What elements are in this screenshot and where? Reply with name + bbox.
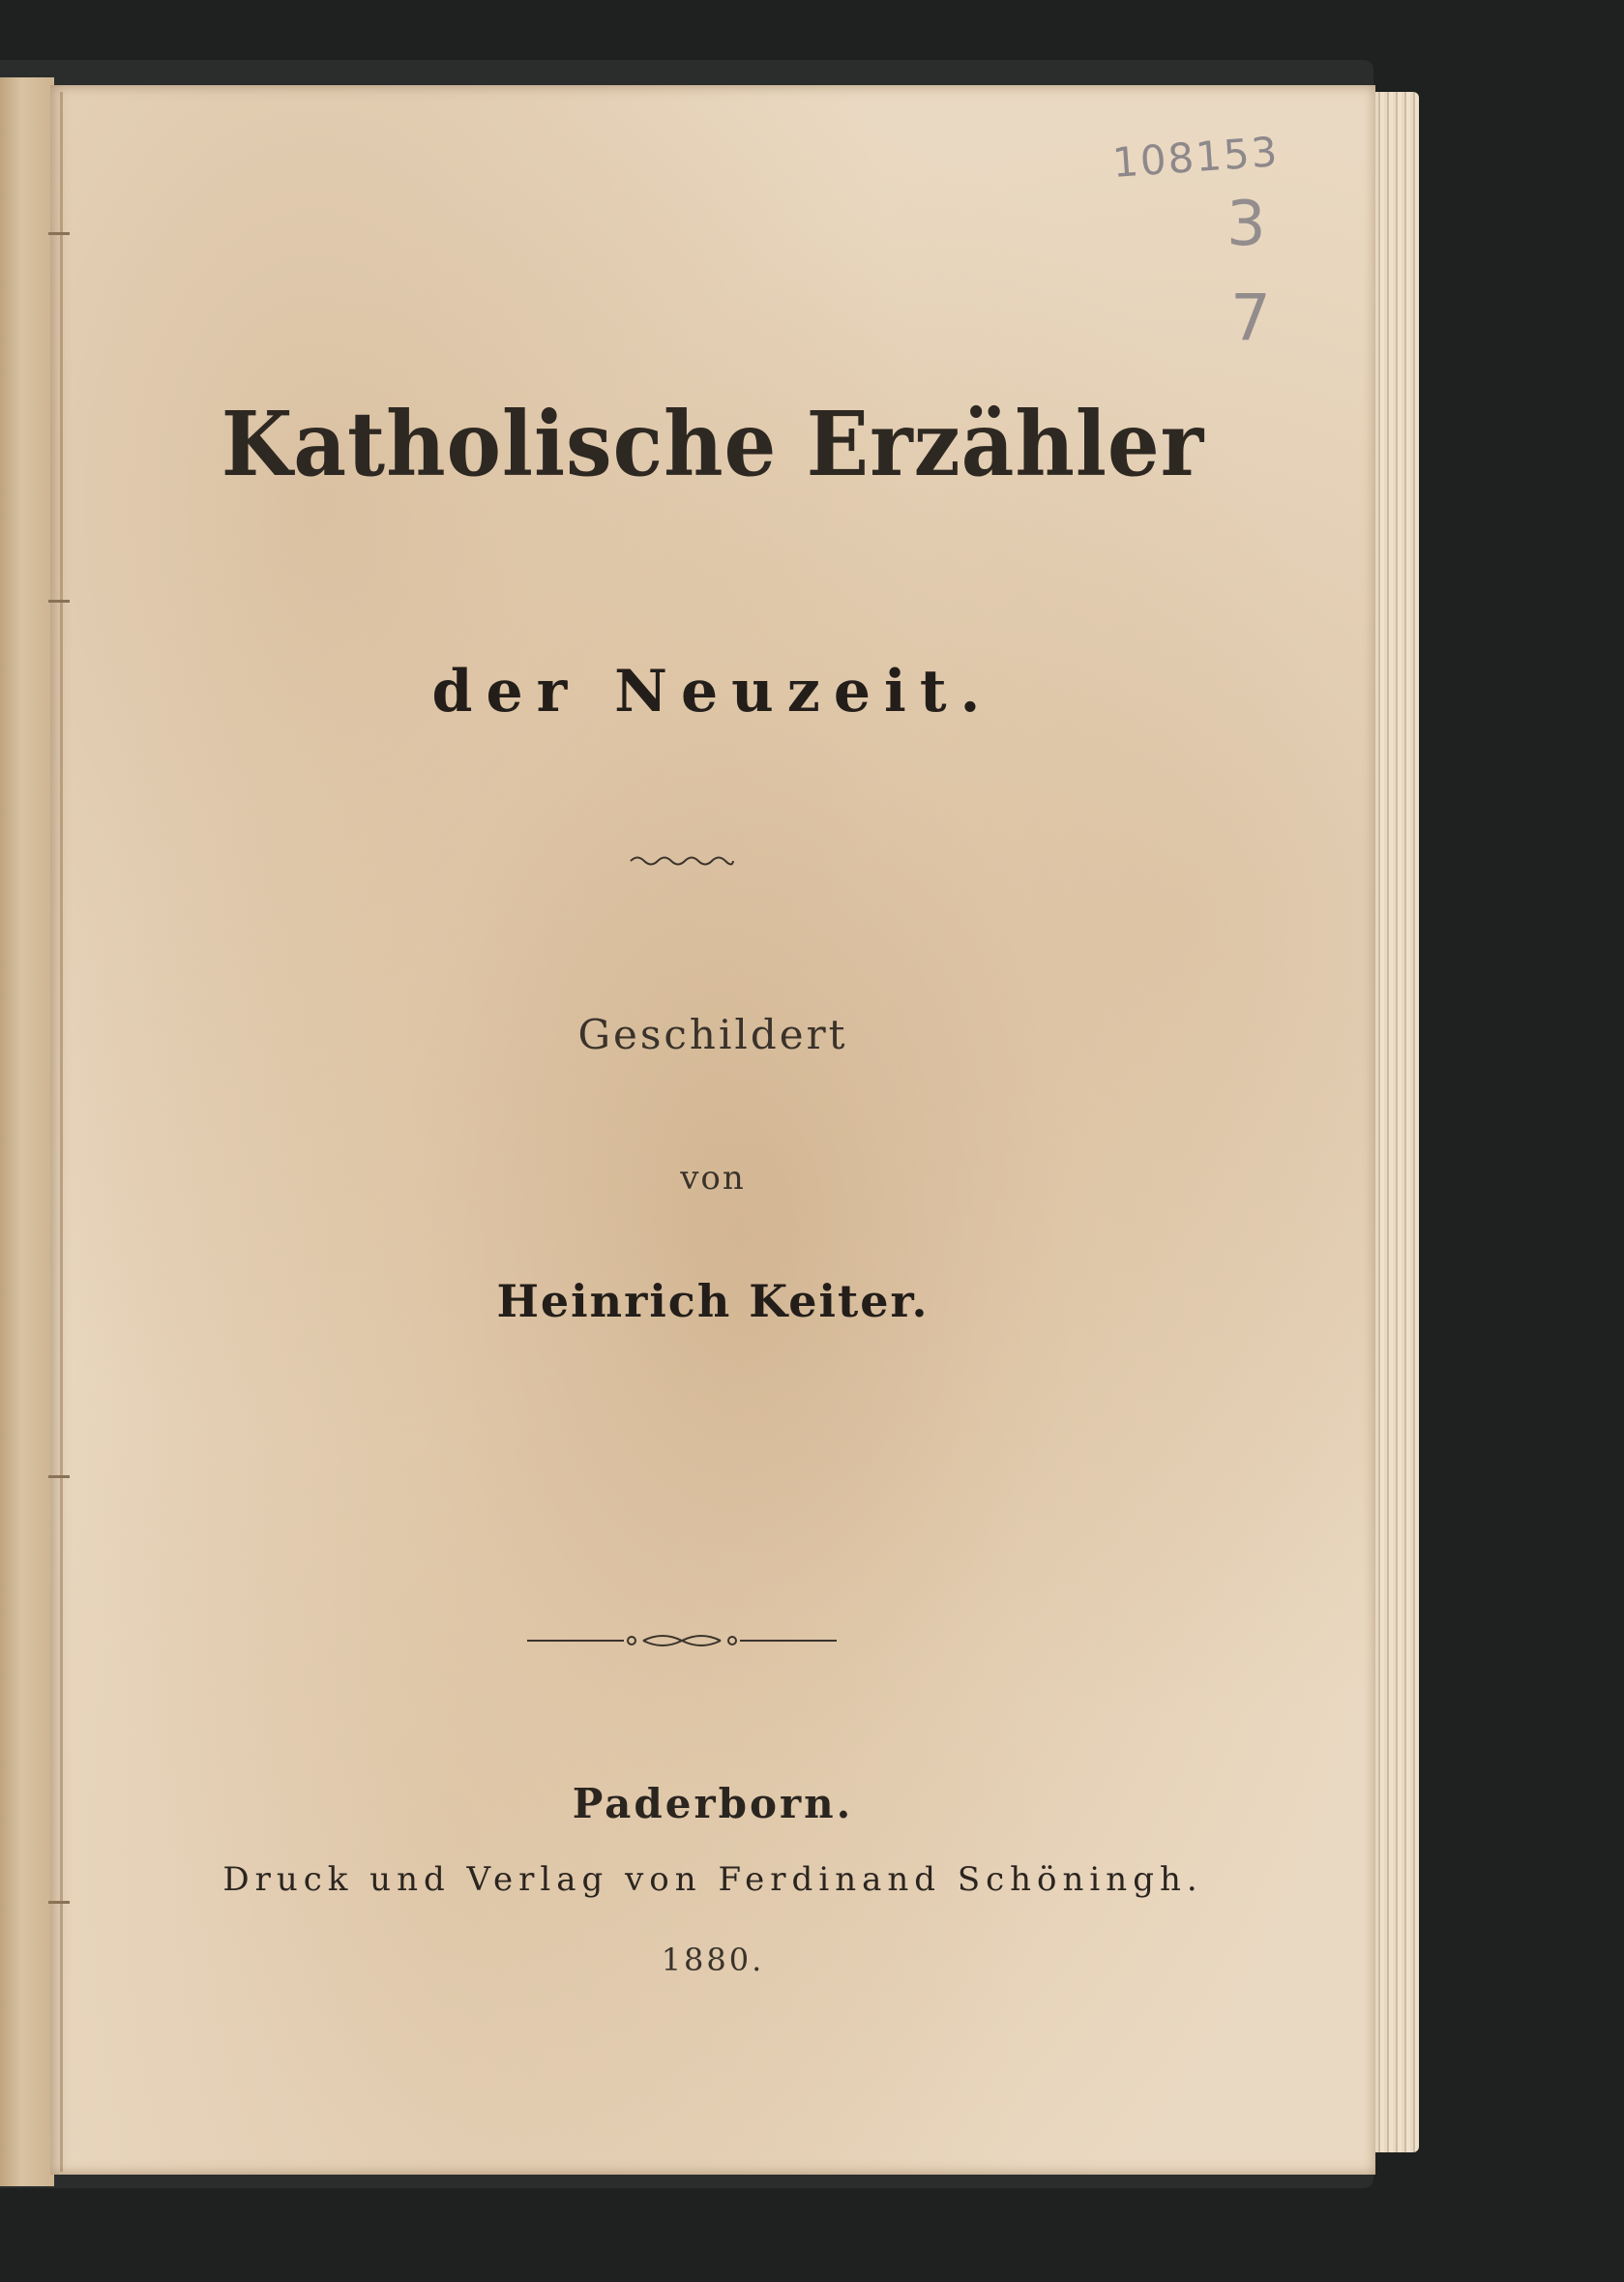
publisher-line: Druck und Verlag von Ferdinand Schöningh. bbox=[222, 1860, 1203, 1899]
by-label: von bbox=[680, 1159, 746, 1198]
binding-stitch bbox=[48, 232, 70, 235]
described-label: Geschildert bbox=[577, 1011, 848, 1058]
book-subtitle: der Neuzeit. bbox=[431, 658, 994, 726]
divider-ornament bbox=[527, 1625, 837, 1656]
binding-stitch bbox=[48, 1475, 70, 1478]
book-title: Katholische Erzähler bbox=[221, 392, 1205, 496]
binding-stitch bbox=[48, 1901, 70, 1904]
author-name: Heinrich Keiter. bbox=[496, 1275, 930, 1327]
pencil-mark-a: 3 bbox=[1226, 189, 1266, 260]
shelfmark-pencil: 108153 bbox=[1110, 128, 1281, 187]
binding-stitch bbox=[48, 600, 70, 603]
wave-ornament bbox=[629, 851, 735, 871]
publication-year: 1880. bbox=[661, 1941, 765, 1978]
pencil-mark-b: 7 bbox=[1230, 281, 1271, 355]
spine-edge bbox=[0, 77, 54, 2186]
publication-place: Paderborn. bbox=[572, 1780, 854, 1827]
